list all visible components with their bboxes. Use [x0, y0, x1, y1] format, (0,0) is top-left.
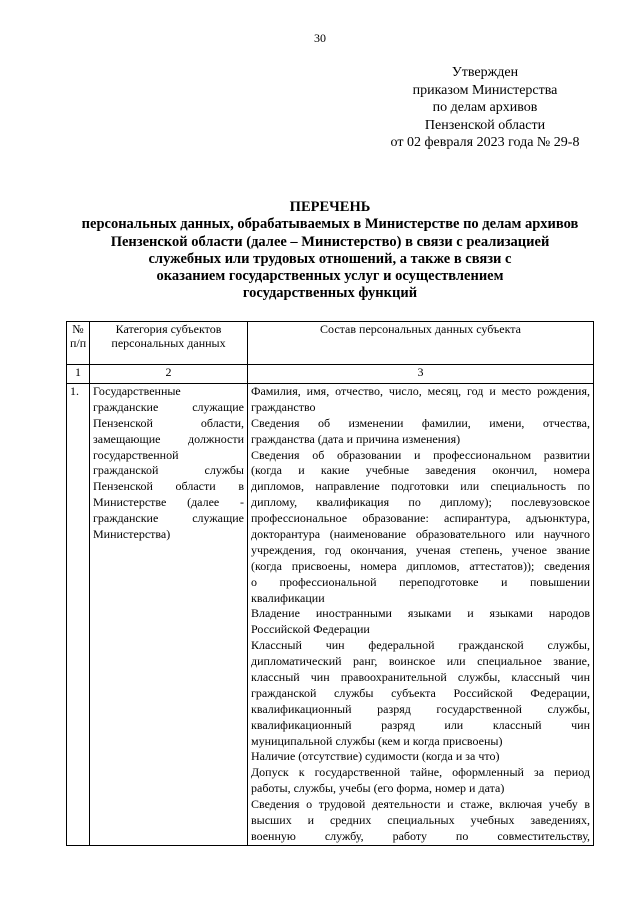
composition-line: гражданства (дата и причина изменения) [251, 431, 461, 446]
composition-line: муниципальной службы (кем и когда присвоены) [251, 733, 503, 748]
composition-line: дипломов, направление подготовки или специальность по [251, 479, 590, 494]
composition-line: Сведения об изменении фамилии, имени, отчества, [251, 415, 590, 430]
composition-line: (когда и какие учебные заведения окончил, номера [251, 463, 590, 478]
approval-line: приказом Министерства [412, 82, 558, 98]
composition-line: докторантура (наименование образовательного или научного [251, 527, 590, 542]
header-composition: Состав персональных данных субъекта [248, 322, 594, 365]
composition-line: Наличие (отсутствие) судимости (когда и за что) [251, 749, 500, 764]
composition-line: Классный чин федеральной гражданской службы, [251, 638, 590, 653]
header-num [67, 322, 90, 365]
composition-line: гражданской службы субъекта Российской Федерации, [251, 685, 590, 700]
composition-line: профессиональное образование: аспирантура, адъюнктура, [251, 511, 590, 526]
page-number: 30 [314, 31, 326, 45]
category-line: Министерстве (далее - [93, 495, 244, 510]
composition-line: работы, службы, учебы (его форма, номер и дата) [251, 781, 505, 796]
composition-line: квалификационный разряд государственной службы, [251, 701, 590, 716]
composition-line: военную службу, работу по совместительству, [251, 828, 590, 843]
column-number: 2 [90, 365, 248, 384]
composition-line: учреждения, год окончания, ученая степень, ученое звание [251, 542, 590, 557]
header-category-line: персональных данных [111, 336, 226, 350]
title-line: служебных или трудовых отношений, а также в связи с [148, 250, 512, 267]
category-line: гражданские служащие [93, 511, 244, 526]
category-line: гражданские служащие [93, 399, 244, 414]
composition-line: Фамилия, имя, отчество, число, месяц, год и место рождения, [251, 384, 590, 398]
table-row [67, 384, 594, 846]
composition-line: классный чин правоохранительной службы, классный чин [251, 670, 590, 685]
composition-line: квалификации [251, 590, 325, 605]
title-line: Пензенской области (далее – Министерство) в связи с реализацией [110, 233, 550, 250]
composition-line: Допуск к государственной тайне, оформленный за период [251, 765, 590, 780]
composition-line: высших и средних специальных учебных заведениях, [251, 813, 590, 828]
composition-line: Владение иностранными языками и языками народов [251, 606, 590, 621]
category-cell [90, 384, 248, 846]
category-line: Пензенской области в [93, 479, 244, 494]
personal-data-table [66, 321, 594, 846]
title-line: государственных функций [242, 285, 418, 302]
composition-cell [248, 384, 594, 846]
category-line: Пензенской области, [93, 415, 244, 430]
composition-line: Сведения о трудовой деятельности и стаже, включая учебу в [251, 797, 590, 812]
document-title [70, 199, 590, 303]
composition-line: Сведения об образовании и профессиональном развитии [251, 447, 590, 462]
composition-line: Российской Федерации [251, 622, 370, 637]
title-heading: ПЕРЕЧЕНЬ [289, 199, 371, 215]
row-number: 1. [67, 384, 90, 846]
category-line: Государственные [93, 384, 181, 398]
column-number: 1 [67, 365, 90, 384]
header-category-line: Категория субъектов [115, 322, 222, 336]
header-category [90, 322, 248, 365]
approval-line: по делам архивов [432, 100, 538, 115]
header-num-line: № [72, 322, 84, 336]
column-number: 3 [248, 365, 594, 384]
title-line: персональных данных, обрабатываемых в Министерстве по делам архивов [81, 216, 579, 233]
category-line: замещающие должности [93, 431, 244, 446]
composition-line: гражданство [251, 399, 316, 414]
composition-line: дипломатический ранг, воинское или специальное звание, [251, 654, 590, 669]
composition-line: диплому, квалификация по диплому); послевузовское [251, 495, 590, 510]
approval-stamp [360, 64, 610, 152]
approval-line: Пензенской области [424, 117, 546, 133]
composition-line: о профессиональной переподготовке и повышении [251, 574, 590, 589]
table-header-row [67, 322, 594, 365]
header-num-line: п/п [70, 336, 87, 350]
composition-line: квалификационный разряд или классный чин [251, 717, 590, 732]
composition-line: (когда присвоены, номера дипломов, аттестатов)); сведения [251, 558, 590, 573]
category-line: гражданской службы [93, 463, 244, 478]
category-line: государственной [93, 447, 179, 462]
title-line: оказанием государственных услуг и осуществлением [156, 268, 504, 285]
approval-line: Утвержден [451, 65, 519, 80]
category-line: Министерства) [93, 527, 171, 542]
column-number-row [67, 365, 594, 384]
approval-line: от 02 февраля 2023 года № 29-8 [390, 135, 580, 150]
